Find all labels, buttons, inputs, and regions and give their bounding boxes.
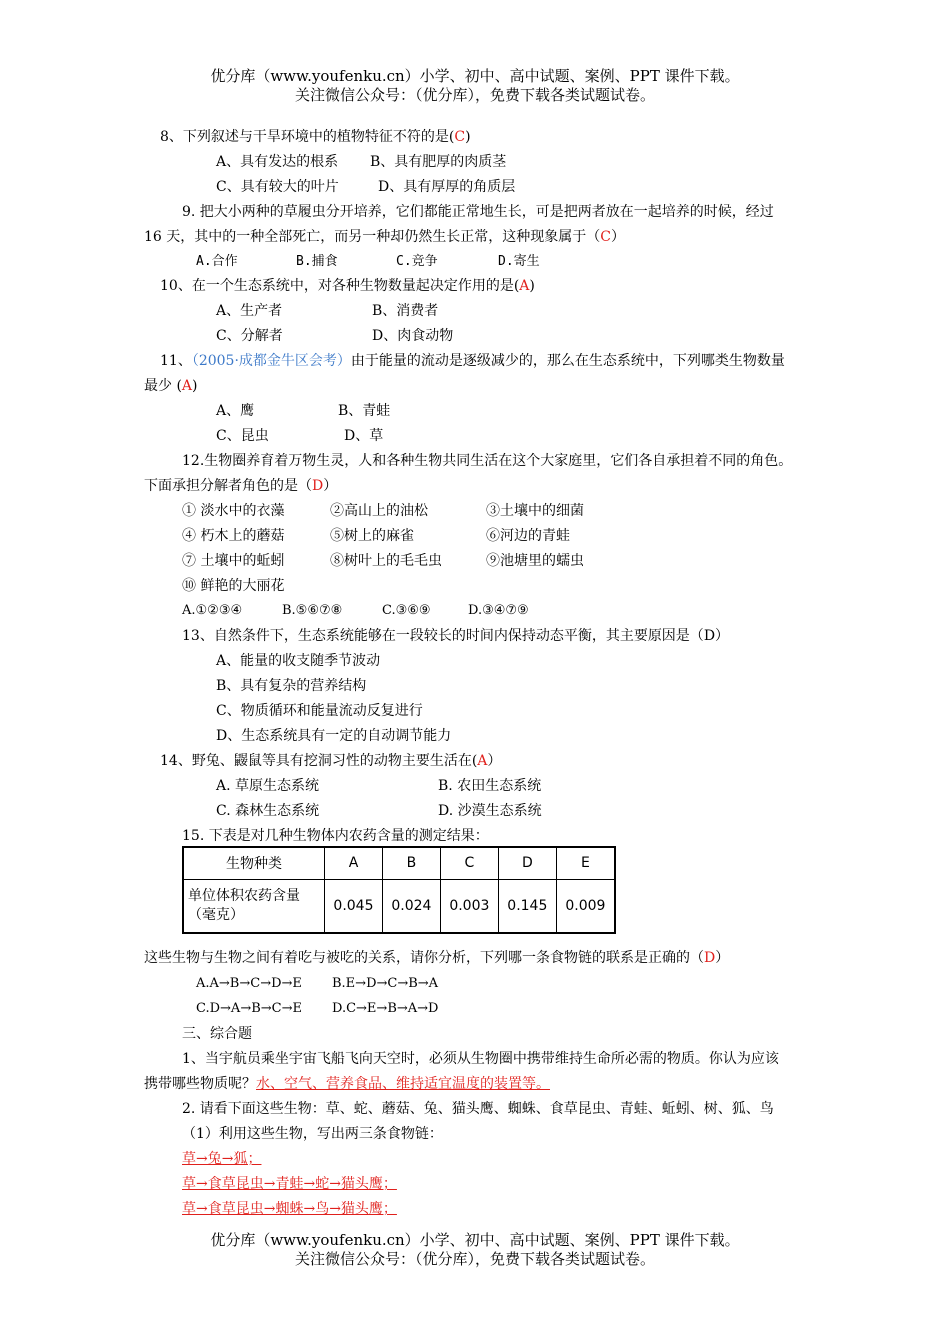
answer: A [477, 753, 488, 769]
table-cell: 0.145 [498, 879, 556, 933]
answer: A [181, 378, 193, 394]
list-item: ⑥河边的青蛙 [486, 528, 570, 544]
question-9-stem-1: 9. 把大小两种的草履虫分开培养，它们都能正常地生长，可是把两者放在一起培养的时候，经过 [182, 204, 774, 220]
section-title: 三、综合题 [182, 1026, 252, 1042]
question-11-stem-2 [144, 377, 198, 395]
close-paren: ) [465, 129, 471, 145]
answer: D [703, 628, 716, 644]
answer: D [312, 478, 324, 494]
option-a: A、鹰 [216, 403, 255, 419]
table-row-label [183, 879, 325, 933]
table-cell: 0.024 [382, 879, 440, 933]
table-cell: 0.009 [556, 879, 615, 933]
stem-text: 13、自然条件下，生态系统能够在一段较长的时间内保持动态平衡，其主要原因是（ [182, 628, 704, 644]
option-a: A. 草原生态系统 [216, 778, 320, 794]
table-header-label: 生物种类 [183, 847, 325, 879]
option-d: D、生态系统具有一定的自动调节能力 [216, 728, 452, 744]
option-b: B、青蛙 [338, 403, 391, 419]
option-c: C、物质循环和能量流动反复进行 [216, 703, 423, 719]
option-b: B.⑤⑥⑦⑧ [282, 603, 343, 618]
table-column-header: A [325, 847, 383, 879]
question-12-stem-1: 12.生物圈养育着万物生灵，人和各种生物共同生活在这个大家庭里，它们各自承担着不同的角色。 [182, 453, 793, 469]
option-b: B、消费者 [372, 303, 439, 319]
option-d: D.C→E→B→A→D [332, 1001, 439, 1016]
list-item: ⑨池塘里的蠕虫 [486, 553, 584, 569]
option-c: C. 森林生态系统 [216, 803, 320, 819]
close-paren: ） [715, 628, 730, 644]
close-paren: ） [323, 478, 338, 494]
pesticide-table [182, 846, 616, 934]
option-c: C、昆虫 [216, 428, 269, 444]
row-label-line-1: 单位体积农药含量 [188, 887, 300, 904]
question-number: 11、 [160, 353, 192, 369]
table-cell: 0.045 [325, 879, 383, 933]
page-header-line-1: 优分库（www.youfenku.cn）小学、初中、高中试题、案例、PPT 课件下载。 [210, 67, 740, 85]
answer: D [704, 950, 716, 966]
food-chain-answer: 草→食草昆虫→蜘蛛→鸟→猫头鹰； [182, 1201, 397, 1217]
option-d: D.③④⑦⑨ [468, 603, 529, 618]
option-a: A.①②③④ [182, 603, 243, 618]
answer: 水、空气、营养食品、维持适宜温度的装置等。 [256, 1076, 550, 1092]
stem-text: 由于能量的流动是逐级减少的，那么在生态系统中，下列哪类生物数量 [350, 353, 785, 369]
stem-text: 这些生物与生物之间有着吃与被吃的关系，请你分析，下列哪一条食物链的联系是正确的（ [144, 950, 704, 966]
option-c: C.③⑥⑨ [382, 603, 431, 618]
stem-text: 16 天，其中的一种全部死亡，而另一种却仍然生长正常，这种现象属于（ [144, 229, 601, 245]
stem-text: 10、在一个生态系统中，对各种生物数量起决定作用的是( [160, 278, 520, 294]
close-paren: ) [529, 278, 535, 294]
table-column-header: D [498, 847, 556, 879]
option-d: D、肉食动物 [372, 328, 454, 344]
food-chain-answer: 草→食草昆虫→青蛙→蛇→猫头鹰； [182, 1176, 397, 1192]
list-item: ⑦ 土壤中的蚯蚓 [182, 553, 285, 569]
option-b: B、具有复杂的营养结构 [216, 678, 367, 694]
option-a: A、能量的收支随季节波动 [216, 653, 381, 669]
question-10-stem [160, 277, 535, 295]
source-note: （2005·成都金牛区会考） [191, 353, 351, 369]
stem-text: 下面承担分解者角色的是（ [144, 478, 312, 494]
option-d: D、具有厚厚的角质层 [378, 179, 516, 195]
option-b: B、具有肥厚的肉质茎 [370, 154, 507, 170]
option-b: B.E→D→C→B→A [332, 976, 439, 991]
option-d: D. 沙漠生态系统 [438, 803, 542, 819]
table-row [183, 879, 615, 933]
list-item: ③土壤中的细菌 [486, 503, 584, 519]
table-header-row [183, 847, 615, 879]
list-item: ⑤树上的麻雀 [330, 528, 414, 544]
table-column-header: E [556, 847, 615, 879]
option-a: A.A→B→C→D→E [196, 976, 302, 991]
answer: C [454, 129, 466, 145]
list-item: ⑩ 鲜艳的大丽花 [182, 578, 285, 594]
option-c: C.D→A→B→C→E [196, 1001, 302, 1016]
close-paren: ） [715, 950, 730, 966]
row-label-line-2: （毫克） [188, 906, 244, 923]
close-paren: ) [192, 378, 198, 394]
stem-text: 携带哪些物质呢？ [144, 1076, 256, 1092]
page-footer-line-2: 关注微信公众号：（优分库），免费下载各类试题试卷。 [294, 1250, 655, 1268]
stem-text: 8、下列叙述与干旱环境中的植物特征不符的是( [160, 129, 455, 145]
section3-q1-stem-1: 1、当宇航员乘坐宇宙飞船飞向天空时，必须从生物圈中携带维持生命所必需的物质。你认为应该 [182, 1051, 779, 1067]
question-9-stem-2 [144, 228, 625, 246]
question-8-stem [160, 128, 471, 146]
stem-text: 最少 ( [144, 378, 182, 394]
question-15-stem: 15. 下表是对几种生物体内农药含量的测定结果： [182, 828, 489, 844]
question-12-stem-2 [144, 477, 337, 495]
section3-q2-stem: 2. 请看下面这些生物：草、蛇、蘑菇、兔、猫头鹰、蜘蛛、食草昆虫、青蛙、蚯蚓、树、狐、鸟 [182, 1101, 774, 1117]
list-item: ④ 朽木上的蘑菇 [182, 528, 285, 544]
section3-q2-sub1: （1）利用这些生物，写出两三条食物链： [182, 1126, 443, 1142]
answer: C [600, 229, 611, 245]
option-c: C、分解者 [216, 328, 283, 344]
option-b: B.捕食 [296, 254, 338, 269]
list-item: ① 淡水中的衣藻 [182, 503, 285, 519]
option-a: A、生产者 [216, 303, 283, 319]
option-b: B. 农田生态系统 [438, 778, 542, 794]
table-column-header: C [440, 847, 498, 879]
food-chain-answer: 草→兔→狐； [182, 1151, 262, 1167]
close-paren: ） [610, 229, 625, 245]
question-13-stem [182, 627, 729, 645]
page-footer-line-1: 优分库（www.youfenku.cn）小学、初中、高中试题、案例、PPT 课件下载。 [210, 1231, 740, 1249]
question-11-stem-1 [160, 352, 785, 370]
option-d: D.寄生 [498, 254, 540, 269]
option-c: C、具有较大的叶片 [216, 179, 339, 195]
option-a: A.合作 [196, 254, 238, 269]
list-item: ⑧树叶上的毛毛虫 [330, 553, 442, 569]
option-a: A、具有发达的根系 [216, 154, 339, 170]
list-item: ②高山上的油松 [330, 503, 428, 519]
question-15-stem-2 [144, 949, 729, 967]
option-d: D、草 [344, 428, 384, 444]
close-paren: ） [487, 753, 502, 769]
section3-q1-stem-2 [144, 1075, 550, 1093]
option-c: C.竞争 [396, 254, 438, 269]
stem-text: 14、野兔、鼹鼠等具有挖洞习性的动物主要生活在( [160, 753, 478, 769]
page-header-line-2: 关注微信公众号：（优分库），免费下载各类试题试卷。 [294, 86, 655, 104]
table-column-header: B [382, 847, 440, 879]
question-14-stem [160, 752, 501, 770]
answer: A [519, 278, 530, 294]
table-cell: 0.003 [440, 879, 498, 933]
